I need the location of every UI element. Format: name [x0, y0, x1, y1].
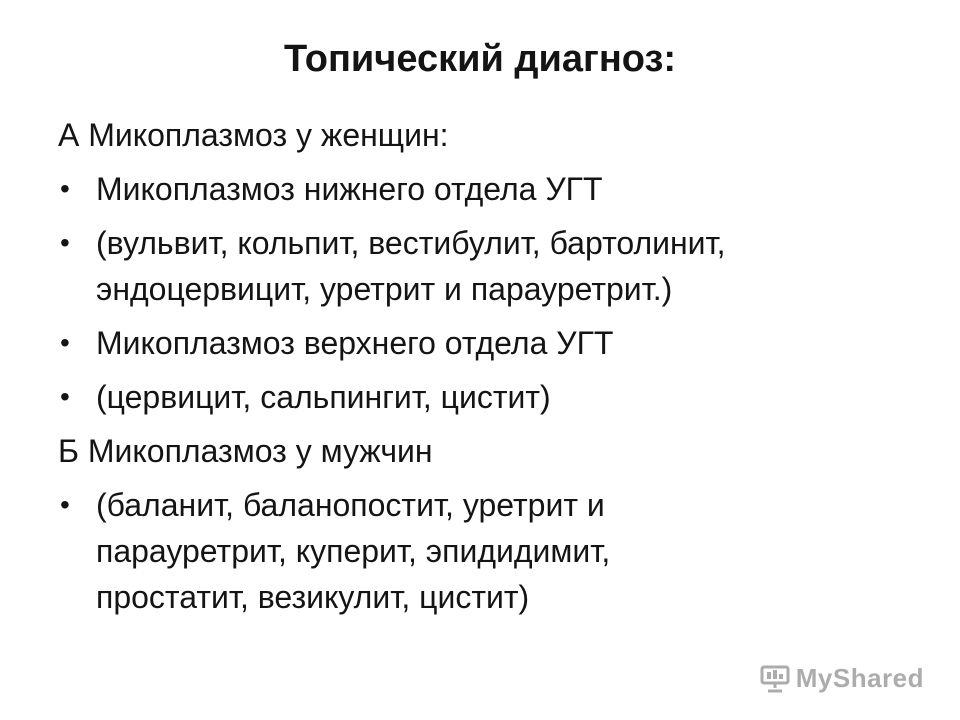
- bullet-mark: •: [60, 327, 70, 358]
- bullet-mark: •: [60, 489, 70, 520]
- watermark: [760, 663, 924, 694]
- bullet-mark: •: [60, 227, 70, 258]
- section-b-heading: Б Микоплазмоз у мужчин: [58, 433, 433, 469]
- bullet-text: (вульвит, кольпит, вестибулит, бартолинит, эндоцервицит, уретрит и парауретрит.): [96, 225, 726, 307]
- bullet-text: Микоплазмоз верхнего отдела УГТ: [96, 325, 614, 361]
- bullet-mark: •: [60, 381, 70, 412]
- bullet-text: (баланит, баланопостит, уретрит и парауретрит, куперит, эпидидимит, простатит, везикулит, цистит): [96, 487, 611, 615]
- list-item: [58, 482, 918, 620]
- section-a-heading: А Микоплазмоз у женщин:: [58, 117, 449, 153]
- slide-body: [58, 112, 918, 628]
- slide-title: Топический диагноз:: [283, 38, 677, 80]
- list-item: [58, 220, 918, 312]
- list-item: [58, 166, 918, 212]
- bullet-text: Микоплазмоз нижнего отдела УГТ: [96, 171, 603, 207]
- watermark-text: MyShared: [795, 663, 924, 693]
- bullet-text: (цервицит, сальпингит, цистит): [96, 379, 551, 415]
- projector-screen-icon: [760, 665, 790, 693]
- list-item: [58, 320, 918, 366]
- list-item: [58, 374, 918, 420]
- bullet-mark: •: [60, 173, 70, 204]
